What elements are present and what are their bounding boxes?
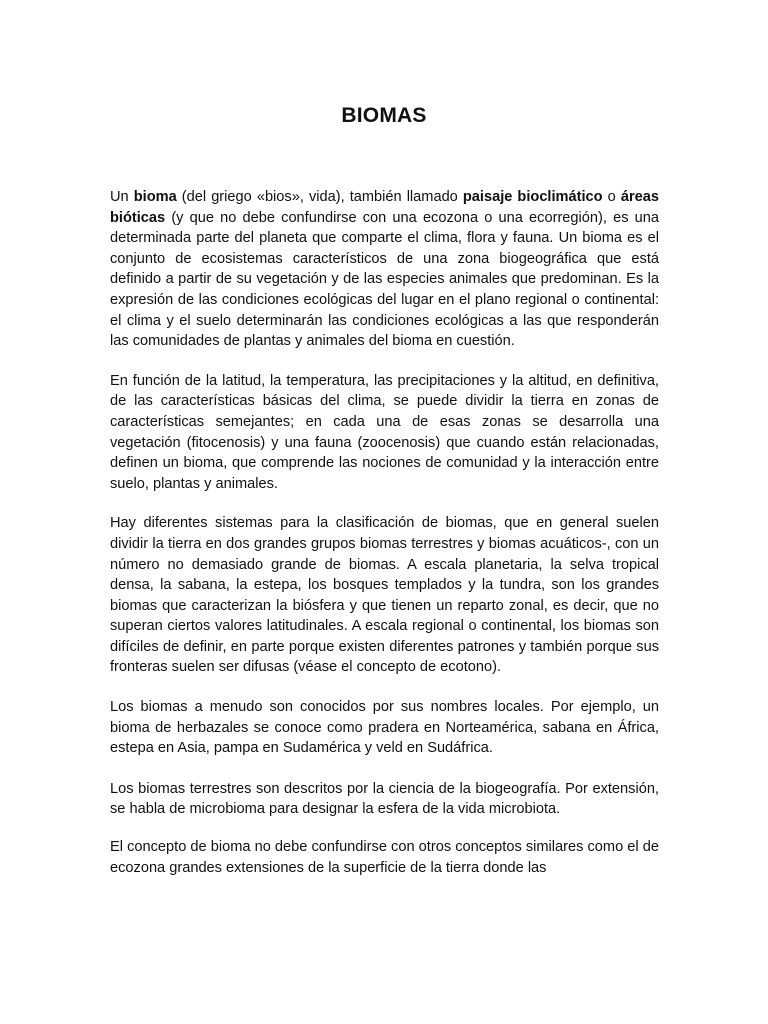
text-run: (del griego «bios», vida), también llamado: [176, 189, 463, 205]
document-body: [110, 187, 659, 878]
bold-term-areas-bioticas: áreas bióticas: [110, 189, 660, 226]
bold-term-paisaje-bioclimatico: paisaje bioclimático: [462, 189, 603, 205]
paragraph-nombres-locales: Los biomas a menudo son conocidos por sus nombres locales. Por ejemplo, un bioma de herbazales se conoce como pradera en Norteamérica, sabana en África, estepa en Asia, pampa en Sudamérica y veld en Sudáfrica.: [110, 699, 659, 757]
document-title: BIOMAS: [341, 104, 427, 127]
paragraph-clasificacion: Hay diferentes sistemas para la clasificación de biomas, que en general suelen dividir la tierra en dos grandes grupos biomas terrestres y biomas acuáticos-, con un número no demasiado grande de biomas. A escala planetaria, la selva tropical densa, la sabana, la estepa, los bosques templados y la tundra, son los grandes biomas que caracterizan la biósfera y que tienen un reparto zonal, es decir, que no superan ciertos valores latitudinales. A escala regional o continental, los biomas son difíciles de definir, en parte porque existen diferentes patrones y también porque sus fronteras suelen ser difusas (véase el concepto de ecotono).: [110, 515, 659, 676]
text-run: Un: [110, 189, 134, 205]
paragraph-ecozona: El concepto de bioma no debe confundirse con otros conceptos similares como el de ecozona grandes extensiones de la superficie de la tierra donde las: [110, 839, 659, 876]
paragraph-definition: [110, 187, 659, 352]
text-run: o: [602, 189, 621, 205]
bold-term-bioma: bioma: [133, 189, 177, 205]
paragraph-latitud: En función de la latitud, la temperatura, las precipitaciones y la altitud, en definitiva, de las características básicas del clima, se puede dividir la tierra en zonas de características semejantes; en cada una de esas zonas se desarrolla una vegetación (fitocenosis) y una fauna (zoocenosis) que cuando están relacionadas, definen un bioma, que comprende las nociones de comunidad y la interacción entre suelo, plantas y animales.: [110, 372, 659, 492]
paragraph-biogeografia: Los biomas terrestres son descritos por la ciencia de la biogeografía. Por extensión, se habla de microbioma para designar la esfera de la vida microbiota.: [110, 780, 659, 818]
text-run: (y que no debe confundirse con una ecozona o una ecorregión), es una determinada parte del planeta que comparte el clima, flora y fauna. Un bioma es el conjunto de ecosistemas característicos de una zona biogeográfica que está definido a partir de su vegetación y de las especies animales que predominan. Es la expresión de las condiciones ecológicas del lugar en el plano regional o continental: el clima y el suelo determinarán las condiciones ecológicas a las que responderán las comunidades de plantas y animales del bioma en cuestión.: [110, 209, 659, 350]
